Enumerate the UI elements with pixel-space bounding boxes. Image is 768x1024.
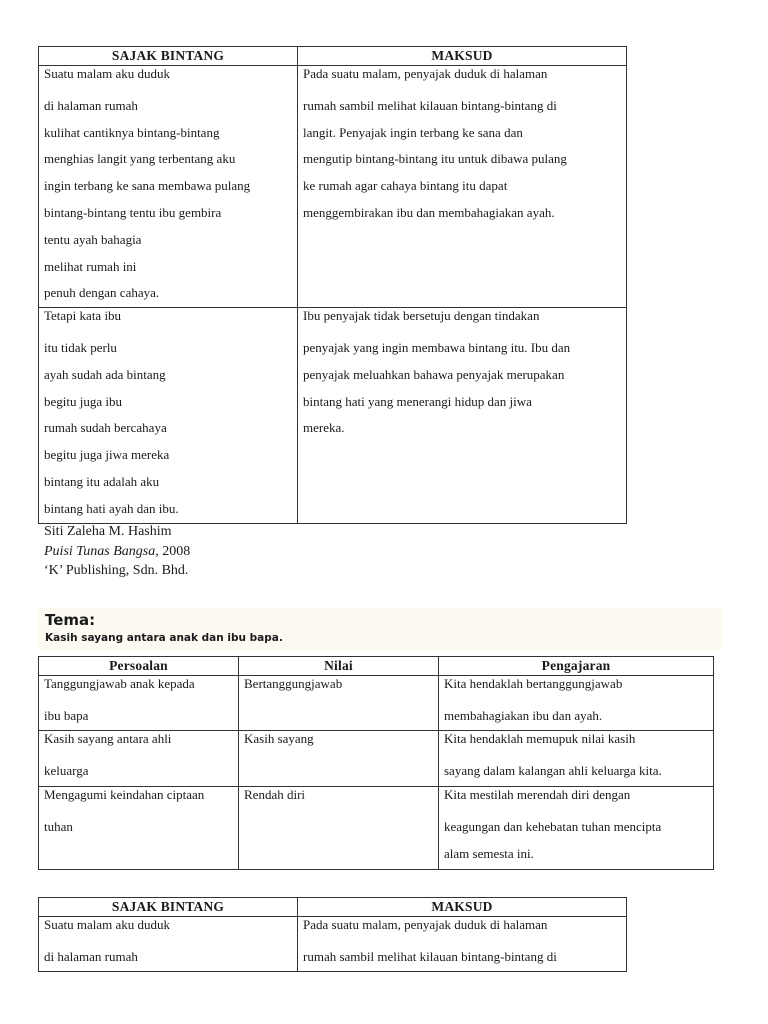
citation-year: , 2008 — [155, 543, 191, 559]
text-line: keluarga — [44, 762, 89, 778]
poem-citation — [44, 522, 190, 581]
text-line: Tetapi kata ibu — [44, 308, 122, 324]
text-line: Kasih sayang antara ahli — [44, 731, 172, 746]
sajak-stanza — [39, 917, 297, 971]
text-line: mereka. — [303, 420, 345, 436]
text-line: bintang hati ayah dan ibu. — [44, 500, 179, 516]
text-line: ingin terbang ke sana membawa pulang — [44, 178, 251, 194]
text-line: melihat rumah ini — [44, 258, 137, 274]
text-line: ayah sudah ada bintang — [44, 366, 166, 382]
pengajaran-cell — [439, 787, 713, 867]
persoalan-table — [38, 656, 714, 870]
text-line: Ibu penyajak tidak bersetuju dengan tindakan — [303, 308, 540, 324]
citation-author: Siti Zaleha M. Hashim — [44, 524, 172, 539]
pengajaran-cell — [439, 731, 713, 785]
table-row — [39, 787, 714, 870]
tema-text: Kasih sayang antara anak dan ibu bapa. — [45, 632, 283, 644]
text-line: Rendah diri — [244, 787, 306, 802]
nilai-cell — [239, 787, 438, 802]
sajak-bintang-table-continued — [38, 897, 627, 972]
text-line: keagungan dan kehebatan tuhan mencipta — [444, 818, 662, 834]
text-line: bintang-bintang tentu ibu gembira — [44, 204, 222, 220]
table-row — [39, 66, 627, 308]
table-row — [39, 308, 627, 523]
text-line: penuh dengan cahaya. — [44, 285, 160, 301]
sajak-stanza — [39, 308, 297, 522]
persoalan-cell — [39, 676, 238, 730]
table-row — [39, 731, 714, 787]
column-header-maksud: MAKSUD — [298, 898, 627, 917]
text-line: mengutip bintang-bintang itu untuk dibawa pulang — [303, 151, 567, 167]
text-line: Kasih sayang — [244, 731, 314, 746]
column-header-sajak: SAJAK BINTANG — [39, 898, 298, 917]
text-line: ibu bapa — [44, 707, 89, 723]
table-row — [39, 676, 714, 731]
citation-publisher: ‘K’ Publishing, Sdn. Bhd. — [44, 563, 189, 578]
nilai-cell — [239, 676, 438, 691]
text-line: rumah sambil melihat kilauan bintang-bintang di — [303, 97, 557, 113]
text-line: Pada suatu malam, penyajak duduk di halaman — [303, 66, 548, 81]
text-line: menghias langit yang terbentang aku — [44, 151, 236, 167]
text-line: penyajak meluahkan bahawa penyajak merupakan — [303, 366, 565, 382]
maksud-text — [298, 66, 626, 227]
text-line: di halaman rumah — [44, 948, 138, 964]
text-line: Kita mestilah merendah diri dengan — [444, 787, 631, 802]
text-line: sayang dalam kalangan ahli keluarga kita. — [444, 762, 662, 778]
text-line: tentu ayah bahagia — [44, 231, 142, 247]
maksud-text — [298, 917, 626, 971]
column-header-pengajaran: Pengajaran — [439, 657, 714, 676]
maksud-text — [298, 308, 626, 442]
text-line: Kita hendaklah memupuk nilai kasih — [444, 731, 636, 746]
text-line: itu tidak perlu — [44, 339, 117, 355]
text-line: begitu juga ibu — [44, 393, 122, 409]
text-line: membahagiakan ibu dan ayah. — [444, 707, 603, 723]
column-header-nilai: Nilai — [239, 657, 439, 676]
text-line: bintang itu adalah aku — [44, 473, 160, 489]
tema-heading: Tema: — [45, 611, 96, 629]
text-line: rumah sambil melihat kilauan bintang-bintang di — [303, 948, 557, 964]
column-header-sajak: SAJAK BINTANG — [39, 47, 298, 66]
persoalan-cell — [39, 787, 238, 841]
text-line: Tanggungjawab anak kepada — [44, 676, 195, 691]
text-line: alam semesta ini. — [444, 845, 534, 861]
column-header-maksud: MAKSUD — [298, 47, 627, 66]
text-line: rumah sudah bercahaya — [44, 420, 167, 436]
table-row — [39, 917, 627, 972]
text-line: bintang hati yang menerangi hidup dan jiwa — [303, 393, 532, 409]
text-line: Bertanggungjawab — [244, 676, 343, 691]
text-line: kulihat cantiknya bintang-bintang — [44, 124, 220, 140]
nilai-cell — [239, 731, 438, 746]
text-line: langit. Penyajak ingin terbang ke sana dan — [303, 124, 523, 140]
text-line: tuhan — [44, 818, 73, 834]
text-line: ke rumah agar cahaya bintang itu dapat — [303, 178, 508, 194]
text-line: Suatu malam aku duduk — [44, 66, 171, 81]
citation-source — [44, 542, 190, 562]
persoalan-cell — [39, 731, 238, 785]
text-line: Suatu malam aku duduk — [44, 917, 171, 932]
sajak-stanza — [39, 66, 297, 307]
text-line: menggembirakan ibu dan membahagiakan ayah. — [303, 204, 555, 220]
text-line: Pada suatu malam, penyajak duduk di halaman — [303, 917, 548, 932]
text-line: begitu juga jiwa mereka — [44, 447, 170, 463]
text-line: di halaman rumah — [44, 97, 138, 113]
sajak-bintang-table — [38, 46, 627, 524]
pengajaran-cell — [439, 676, 713, 730]
text-line: penyajak yang ingin membawa bintang itu. Ibu dan — [303, 339, 571, 355]
citation-book: Puisi Tunas Bangsa — [44, 543, 156, 559]
text-line: Kita hendaklah bertanggungjawab — [444, 676, 623, 691]
text-line: Mengagumi keindahan ciptaan — [44, 787, 205, 802]
column-header-persoalan: Persoalan — [39, 657, 239, 676]
